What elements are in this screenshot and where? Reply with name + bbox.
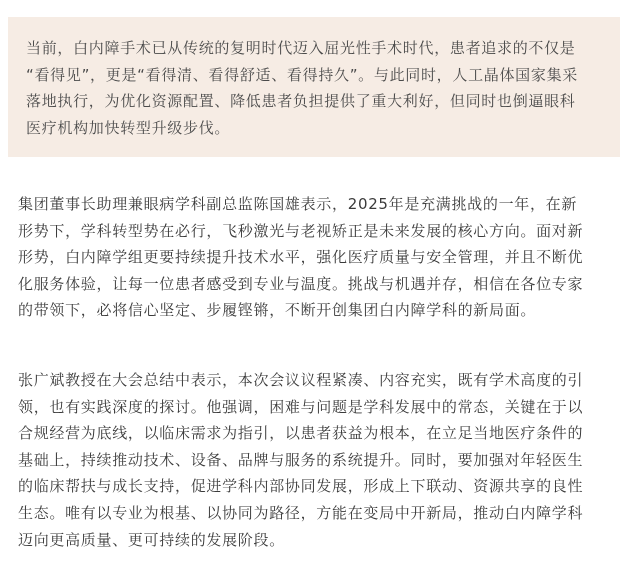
intro-line: “看得见”，更是“看得清、看得舒适、看得持久”。与此同时，人工晶体国家集采 [26,65,578,84]
paragraph-line: 集团董事长助理兼眼病学科副总监陈国雄表示，2025年是充满挑战的一年，在新 [18,195,578,213]
paragraph-line: 的带领下，必将信心坚定、步履铿锵，不断开创集团白内障学科的新局面。 [18,301,537,320]
paragraph-line: 迈向更高质量、更可持续的发展阶段。 [18,530,285,549]
paragraph-line: 形势，白内障学组更要持续提升技术水平，强化医疗质量与安全管理，并且不断优 [18,248,584,267]
intro-line: 落地执行，为优化资源配置、降低患者负担提供了重大利好，但同时也倒逼眼科 [26,92,576,111]
intro-line: 当前，白内障手术已从传统的复明时代迈入屈光性手术时代，患者追求的不仅是 [26,39,576,57]
body-paragraph-zhang [18,367,610,553]
paragraph-line: 形势下，学科转型势在必行，飞秒激光与老视矫正是未来发展的核心方向。面对新 [18,221,584,240]
intro-line: 医疗机构加快转型升级步伐。 [26,118,231,137]
paragraph-line: 张广斌教授在大会总结中表示，本次会议议程紧凑、内容充实，既有学术高度的引 [18,371,584,389]
paragraph-line: 化服务体验，让每一位患者感受到专业与温度。挑战与机遇并存，相信在各位专家 [18,274,584,293]
intro-quote-box [8,17,620,157]
body-paragraph-chen [18,191,610,324]
paragraph-line: 基础上，持续推动技术、设备、品牌与服务的系统提升。同时，要加强对年轻医生 [18,450,584,469]
paragraph-line: 的临床帮扶与成长支持，促进学科内部协同发展，形成上下联动、资源共享的良性 [18,477,584,496]
paragraph-line: 生态。唯有以专业为根基、以协同为路径，方能在变局中开新局，推动白内障学科 [18,503,584,522]
paragraph-line: 合规经营为底线，以临床需求为指引，以患者获益为根本，在立足当地医疗条件的 [18,424,584,443]
paragraph-line: 领，也有实践深度的探讨。他强调，困难与问题是学科发展中的常态，关键在于以 [18,397,584,416]
intro-paragraph [26,35,606,141]
